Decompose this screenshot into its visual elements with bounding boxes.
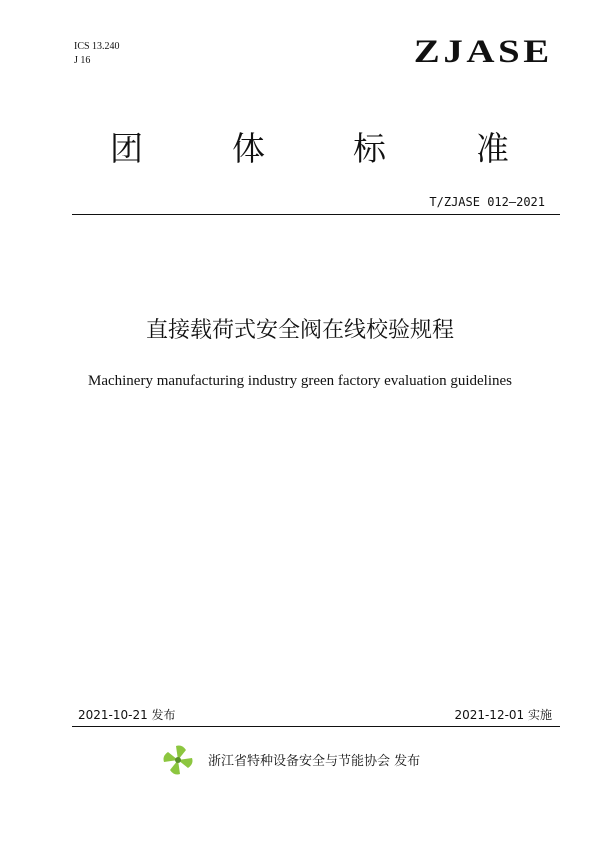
association-pinwheel-logo-icon [160,742,196,778]
classification-codes [74,40,120,68]
ccs-code: J 16 [74,55,91,66]
publisher-name: 浙江省特种设备安全与节能协会 发布 [208,754,421,769]
brand-logo: ZJASE [414,34,553,70]
standard-type-char: 团 [110,129,143,168]
bottom-divider [72,726,560,727]
document-english-title: Machinery manufacturing industry green factory evaluation guidelines [87,373,513,389]
standard-number: T/ZJASE 012—2021 [429,195,545,209]
top-divider [72,214,560,215]
publish-date: 2021-10-21 发布 [78,708,176,722]
standard-type-heading [80,128,540,170]
standard-type-char: 准 [476,129,509,168]
standard-type-char: 体 [232,129,265,168]
effective-date: 2021-12-01 实施 [454,708,552,722]
standard-type-char: 标 [353,129,386,168]
ics-code: ICS 13.240 [74,41,120,52]
document-title: 直接载荷式安全阀在线校验规程 [145,318,454,343]
